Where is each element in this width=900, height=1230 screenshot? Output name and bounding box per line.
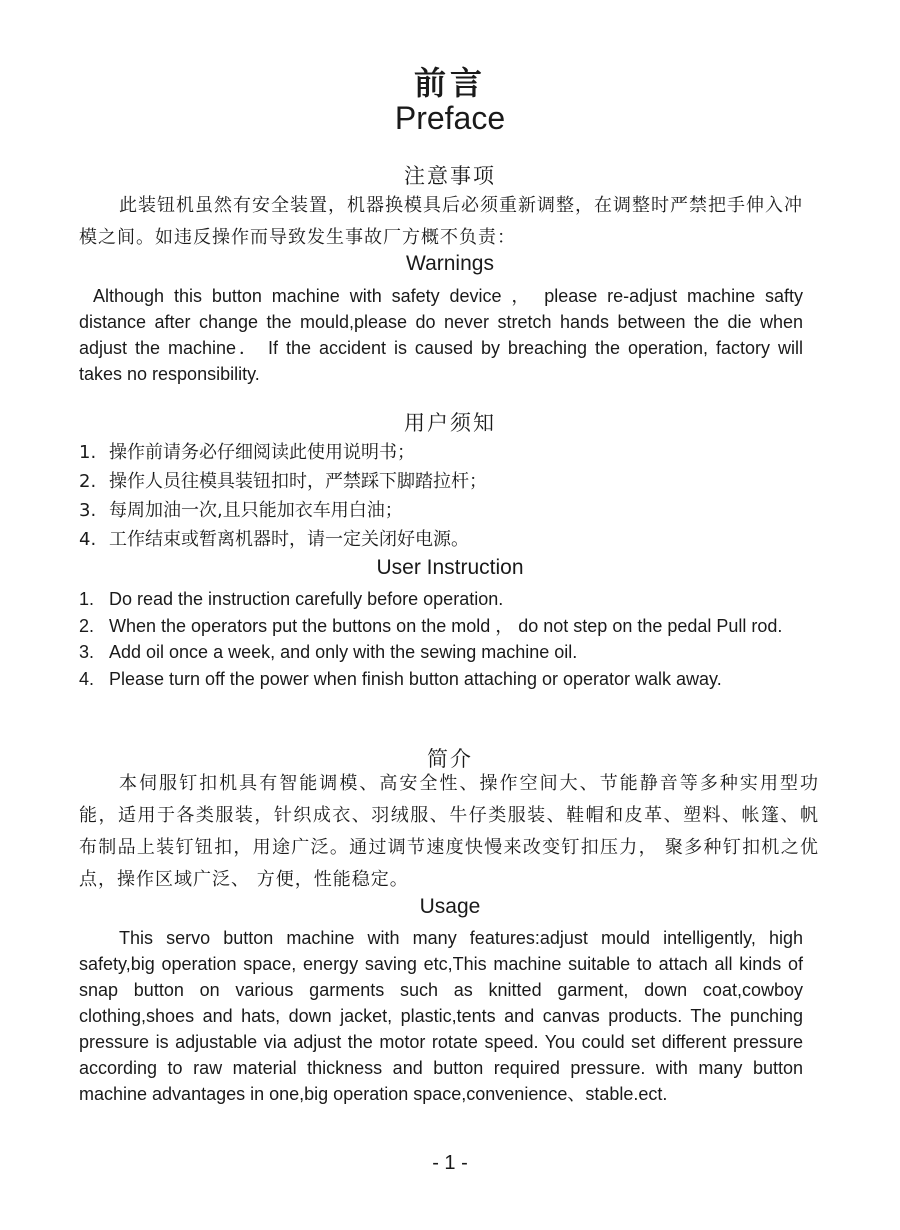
list-item: 2. When the operators put the buttons on the mold ， do not step on the pedal Pull rod. <box>79 615 783 636</box>
list-item: 4. Please turn off the power when finish button attaching or operator walk away. <box>79 668 722 689</box>
usage-heading-chinese: 简介 <box>427 747 473 771</box>
warnings-text-chinese: 此装钮机虽然有安全装置，机器换模具后必须重新调整，在调整时严禁把手伸入冲模之间。如违反操作而导致发生事故厂方概不负责： <box>79 195 803 248</box>
list-item: 1. 操作前请务必仔细阅读此使用说明书； <box>79 442 415 463</box>
list-item: 1. Do read the instruction carefully before operation. <box>79 589 504 609</box>
warnings-heading-english: Warnings <box>406 252 494 275</box>
usage-text-chinese: 本伺服钉扣机具有智能调模、高安全性、操作空间大、节能静音等多种实用型功能，适用于各类服装，针织成衣、羽绒服、牛仔类服装、鞋帽和皮革、塑料、帐篷、帆布制品上装钉钮扣，用途广泛。通过调节速度快慢来改变钉扣压力， 聚多种钉扣机之优点，操作区域广泛、 方便，性能稳定。 <box>79 773 819 890</box>
user-instruction-list-chinese <box>79 438 819 554</box>
warnings-heading-chinese: 注意事项 <box>404 164 496 188</box>
user-instruction-heading-chinese: 用户须知 <box>404 411 496 435</box>
list-item: 3. 每周加油一次,且只能加衣车用白油； <box>79 500 403 521</box>
user-instruction-heading-english: User Instruction <box>376 556 524 579</box>
user-instruction-list-english <box>79 586 819 692</box>
list-item: 4. 工作结束或暂离机器时，请一定关闭好电源。 <box>79 529 469 550</box>
page-number: - 1 - <box>432 1152 468 1174</box>
page-title-english: Preface <box>394 100 506 136</box>
usage-heading-english: Usage <box>419 895 481 918</box>
page-title-chinese: 前言 <box>413 64 486 102</box>
warnings-text-english: Although this button machine with safety device ， please re-adjust machine safty distance after change the mould,please do never stretch hands between the die when adjust the machine． If the accident is caused by breaching the operation, factory will takes no responsibility. <box>79 286 803 384</box>
list-item: 2. 操作人员往模具装钮扣时，严禁踩下脚踏拉杆； <box>79 471 487 492</box>
list-item: 3. Add oil once a week, and only with the sewing machine oil. <box>79 642 578 662</box>
usage-text-english: This servo button machine with many features:adjust mould intelligently, high safety,big operation space, energy saving etc,This machine suitable to attach all kinds of snap button on various garments such as knitted garment, down coat,cowboy clothing,shoes and hats, down jacket, plastic,tents and canvas products. The punching pressure is adjustable via adjust the motor rotate speed. You could set different pressure according to raw material thickness and button required pressure. with many button machine advantages in one,big operation space,convenience、stable.ect. <box>79 928 803 1104</box>
